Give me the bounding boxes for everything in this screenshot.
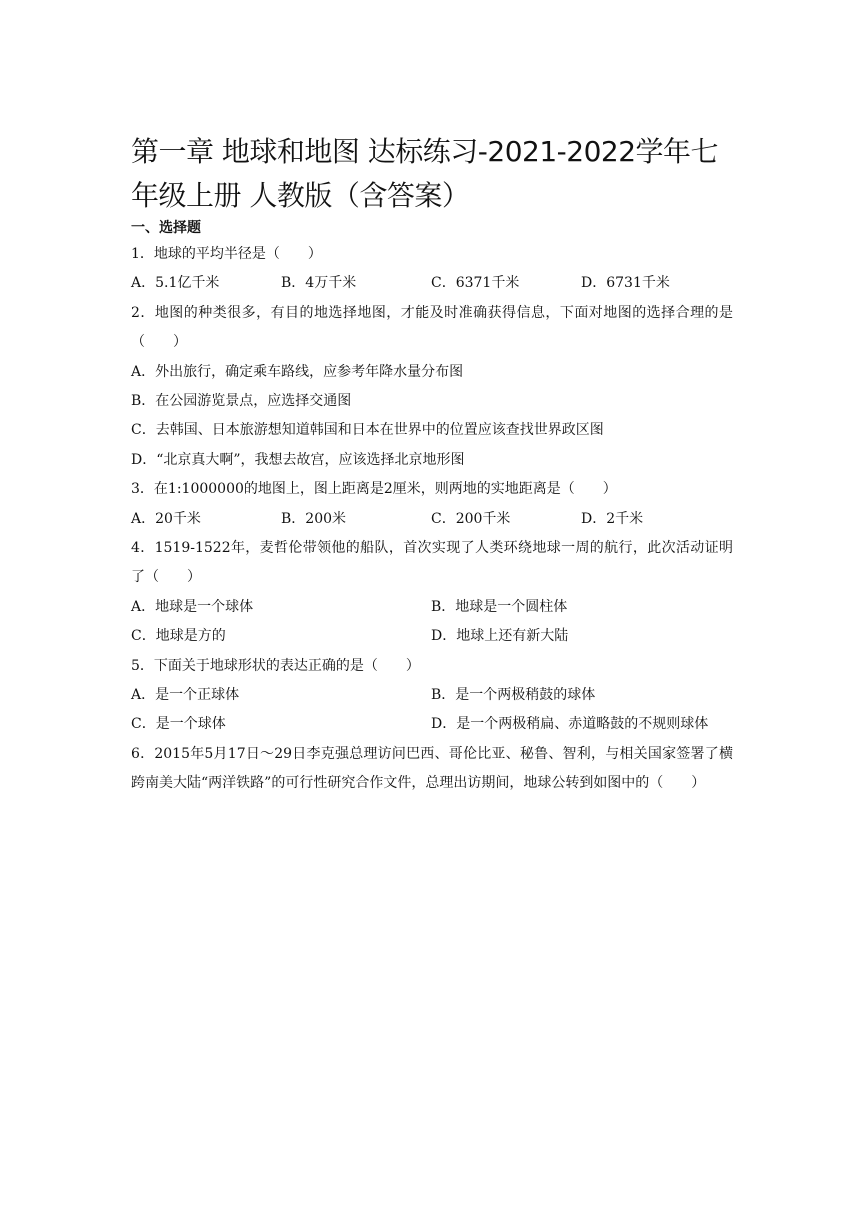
question-2-option-b: B．在公园游览景点，应选择交通图	[131, 392, 352, 409]
question-2-option-a: A．外出旅行，确定乘车路线，应参考年降水量分布图	[131, 363, 464, 380]
question-3-stem: 3．在1:1000000的地图上，图上距离是2厘米，则两地的实地距离是（ ）	[131, 481, 617, 498]
section-heading: 一、选择题	[131, 220, 201, 236]
question-3-option-d: D．2千米	[581, 510, 644, 527]
question-5-option-b: B．是一个两极稍鼓的球体	[431, 686, 596, 703]
question-4-options-row-1	[131, 593, 733, 622]
question-4-options-row-2	[131, 622, 733, 651]
question-list	[131, 240, 733, 799]
question-5-option-c: C．是一个球体	[131, 716, 226, 733]
question-3-option-a: A．20千米	[131, 510, 201, 527]
question-1-stem: 1．地球的平均半径是（ ）	[131, 246, 322, 262]
question-1-option-d: D．6731千米	[581, 275, 670, 292]
question-4-stem: 4．1519-1522年，麦哲伦带领他的船队，首次实现了人类环绕地球一周的航行，此次活动证明了（ ）	[131, 539, 733, 586]
question-4-option-c: C．地球是方的	[131, 628, 226, 645]
question-4-option-d: D．地球上还有新大陆	[431, 628, 569, 645]
question-6-stem: 6．2015年5月17日～29日李克强总理访问巴西、哥伦比亚、秘鲁、智利，与相关国家签署了横跨南美大陆“两洋铁路”的可行性研究合作文件，总理出访期间，地球公转到如图中的（ ）	[131, 745, 733, 792]
question-1-option-a: A．5.1亿千米	[131, 275, 220, 292]
question-5-option-a: A．是一个正球体	[131, 686, 240, 703]
question-3-options	[131, 505, 733, 534]
question-5-options-row-1	[131, 681, 733, 710]
question-3-option-c: C．200千米	[431, 510, 511, 527]
question-2-option-d: D．“北京真大啊”，我想去故宫，应该选择北京地形图	[131, 451, 465, 468]
question-5-options-row-2	[131, 710, 733, 739]
question-5-option-d: D．是一个两极稍扁、赤道略鼓的不规则球体	[431, 716, 709, 733]
question-3-option-b: B．200米	[281, 510, 347, 527]
question-1-option-b: B．4万千米	[281, 275, 357, 292]
question-2-stem: 2．地图的种类很多，有目的地选择地图，才能及时准确获得信息，下面对地图的选择合理的是（ ）	[131, 304, 733, 351]
question-1-option-c: C．6371千米	[431, 275, 520, 292]
question-1-options	[131, 269, 733, 298]
question-4-option-a: A．地球是一个球体	[131, 598, 254, 615]
question-2-option-c: C．去韩国、日本旅游想知道韩国和日本在世界中的位置应该查找世界政区图	[131, 422, 604, 439]
question-5-stem: 5．下面关于地球形状的表达正确的是（ ）	[131, 657, 420, 674]
document-title: 第一章 地球和地图 达标练习-2021-2022学年七年级上册 人教版（含答案）	[131, 135, 719, 212]
question-4-option-b: B．地球是一个圆柱体	[431, 598, 568, 615]
